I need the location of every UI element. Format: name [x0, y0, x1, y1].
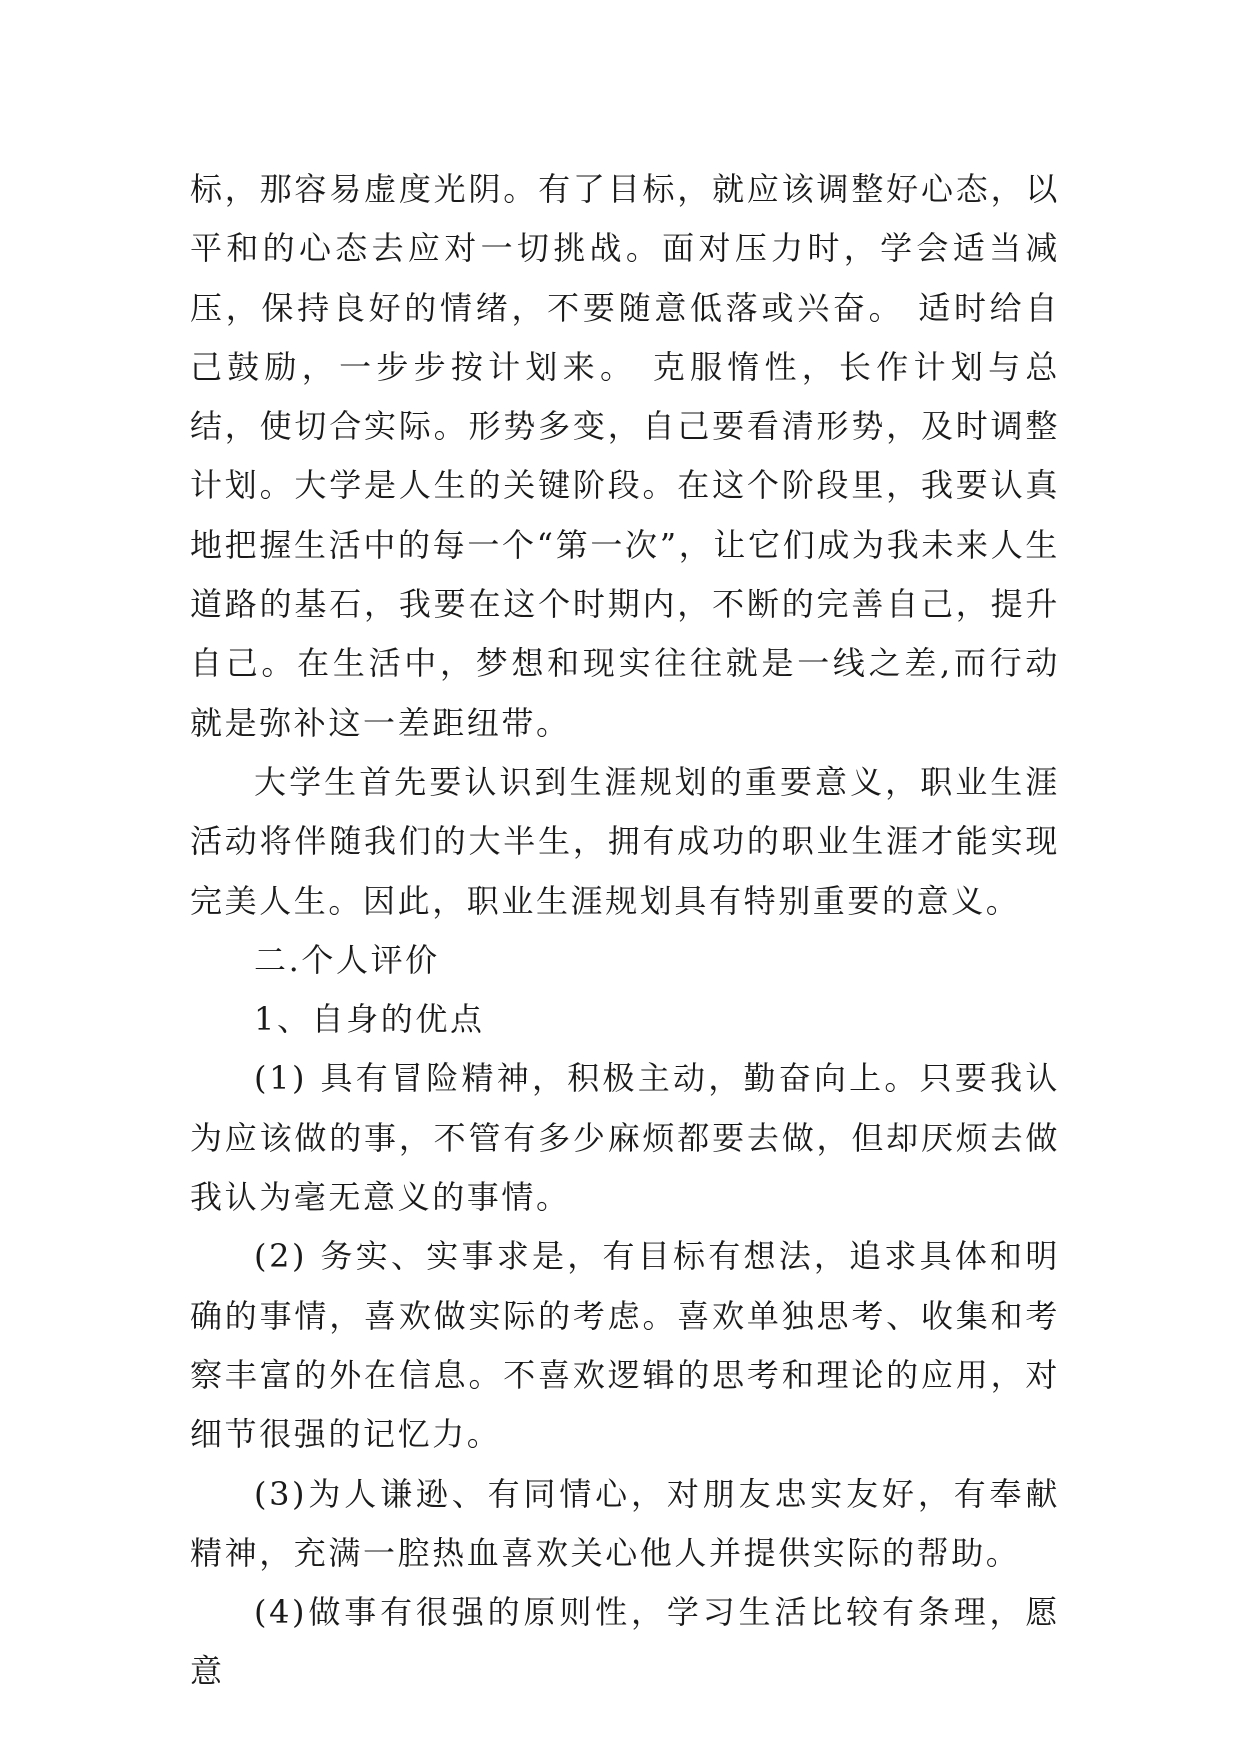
strength-item-2: (2) 务实、实事求是，有目标有想法，追求具体和明确的事情，喜欢做实际的考虑。喜欢单独思考、收集和考察丰富的外在信息。不喜欢逻辑的思考和理论的应用，对细节很强的记忆力。: [190, 1237, 1060, 1454]
paragraph-career-planning-significance: 大学生首先要认识到生涯规划的重要意义，职业生涯活动将伴随我们的大半生，拥有成功的职业生涯才能实现完美人生。因此，职业生涯规划具有特别重要的意义。: [190, 762, 1060, 920]
subsection-heading-strengths: 1、自身的优点: [254, 1000, 485, 1039]
paragraph-goals-continuation: 标，那容易虚度光阴。有了目标，就应该调整好心态，以平和的心态去应对一切挑战。面对压力时，学会适当减压，保持良好的情绪，不要随意低落或兴奋。 适时给自己鼓励，一步步按计划来。 克服惰性，长作计划与总结，使切合实际。形势多变，自己要看清形势，及时调整计划。大学是人生的关键阶段。在这个阶段里，我要认真地把握生活中的每一个“第一次”，让它们成为我未来人生道路的基石，我要在这个时期内，不断的完善自己，提升自己。在生活中，梦想和现实往往就是一线之差,而行动就是弥补这一差距纽带。: [190, 170, 1060, 742]
strength-item-4: (4)做事有很强的原则性，学习生活比较有条理，愿意: [190, 1593, 1060, 1691]
section-heading-personal-evaluation: 二.个人评价: [254, 940, 440, 979]
document-body: [190, 160, 1060, 1702]
strength-item-3: (3)为人谦逊、有同情心，对朋友忠实友好，有奉献精神，充满一腔热血喜欢关心他人并提供实际的帮助。: [190, 1474, 1060, 1572]
strength-item-1: (1) 具有冒险精神，积极主动，勤奋向上。只要我认为应该做的事，不管有多少麻烦都要去做，但却厌烦去做我认为毫无意义的事情。: [190, 1059, 1060, 1217]
